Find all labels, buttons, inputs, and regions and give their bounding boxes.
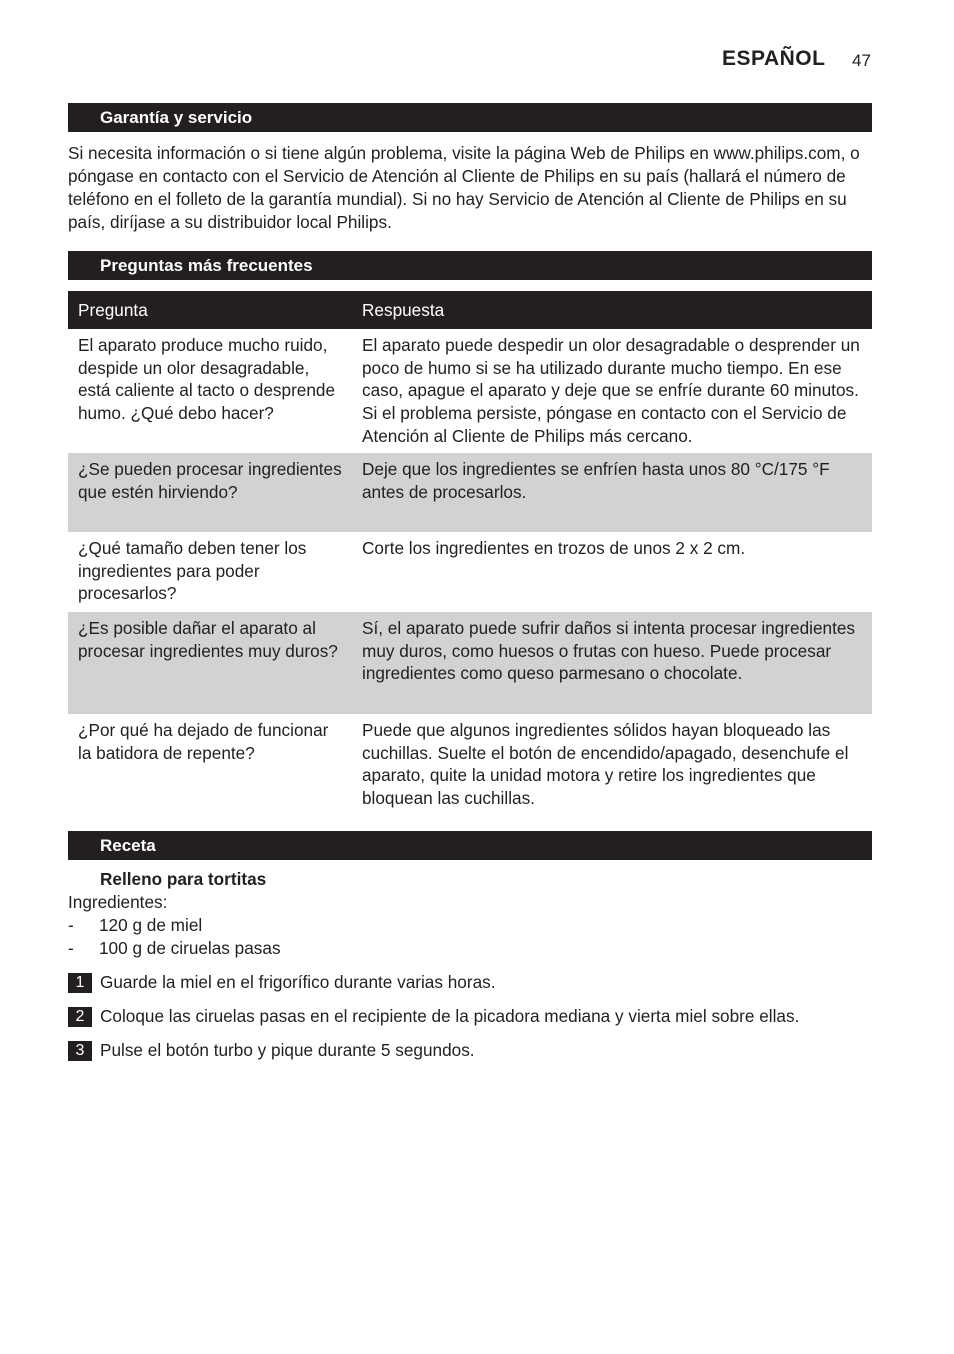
step-text: Pulse el botón turbo y pique durante 5 segundos. [100, 1040, 475, 1060]
table-row [68, 714, 872, 818]
faq-table-header [68, 291, 872, 329]
table-row [68, 612, 872, 714]
faq-title: Preguntas más frecuentes [100, 256, 313, 275]
answer-cell: El aparato puede despedir un olor desagradable o desprender un poco de humo si se ha utilizado durante mucho tiempo. En ese caso, apague el aparato y deje que se enfríe durante 60 minutos. Si el problema persiste, póngase en contacto con el Servicio de Atención al Cliente de Philips más cercano. [362, 335, 860, 446]
table-row [68, 329, 872, 453]
answer-cell: Puede que algunos ingredientes sólidos hayan bloqueado las cuchillas. Suelte el botón de encendido/apagado, desenchufe el aparato, quite la unidad motora y retire los ingredientes que bloquean las cuchillas. [362, 720, 849, 809]
table-row [68, 453, 872, 532]
ingredients-label: Ingredientes: [68, 892, 168, 912]
table-row [68, 532, 872, 612]
step-number-badge: 3 [68, 1041, 92, 1061]
step-item [68, 1040, 475, 1061]
language-label: ESPAÑOL [722, 47, 826, 70]
bullet-dash: - [68, 915, 74, 935]
answer-cell: Corte los ingredientes en trozos de unos 2 x 2 cm. [362, 538, 746, 558]
question-cell: ¿Qué tamaño deben tener los ingredientes para poder procesarlos? [78, 538, 307, 604]
step-text: Coloque las ciruelas pasas en el recipiente de la picadora mediana y vierta miel sobre ellas. [100, 1006, 800, 1026]
question-cell: El aparato produce mucho ruido, despide un olor desagradable, está caliente al tacto o desprende humo. ¿Qué debo hacer? [78, 335, 336, 424]
page-number: 47 [852, 51, 871, 70]
question-cell: ¿Por qué ha dejado de funcionar la batidora de repente? [78, 720, 329, 763]
answer-cell: Sí, el aparato puede sufrir daños si intenta procesar ingredientes muy duros, como huesos o frutas con hueso. Puede procesar ingredientes como queso parmesano o chocolate. [362, 618, 856, 684]
recipe-title: Relleno para tortitas [100, 869, 267, 889]
ingredient-text: 100 g de ciruelas pasas [99, 938, 281, 958]
answer-cell: Deje que los ingredientes se enfríen hasta unos 80 °C/175 °F antes de procesarlos. [362, 459, 830, 502]
faq-table [68, 291, 872, 818]
recipe-section-title: Receta [100, 836, 156, 855]
question-cell: ¿Se pueden procesar ingredientes que estén hirviendo? [78, 459, 342, 502]
step-number-badge: 1 [68, 973, 92, 993]
step-text: Guarde la miel en el frigorífico durante varias horas. [100, 972, 496, 992]
list-item [68, 938, 281, 959]
column-header-answer: Respuesta [362, 299, 445, 320]
list-item [68, 915, 202, 936]
warranty-title: Garantía y servicio [100, 108, 253, 127]
column-header-question: Pregunta [78, 299, 148, 320]
faq-section-header [68, 251, 872, 280]
step-item [68, 972, 496, 993]
warranty-section-header [68, 103, 872, 132]
question-cell: ¿Es posible dañar el aparato al procesar ingredientes muy duros? [78, 618, 338, 661]
warranty-paragraph: Si necesita información o si tiene algún problema, visite la página Web de Philips en www.philips.com, o póngase en contacto con el Servicio de Atención al Cliente de Philips en su país (hallará el número de teléfono en el folleto de la garantía mundial). Si no hay Servicio de Atención al Cliente de Philips en su país, diríjase a su distribuidor local Philips. [68, 143, 860, 232]
step-item [68, 1006, 799, 1027]
ingredient-text: 120 g de miel [99, 915, 203, 935]
bullet-dash: - [68, 938, 74, 958]
recipe-section-header [68, 831, 872, 860]
step-number-badge: 2 [68, 1007, 92, 1027]
